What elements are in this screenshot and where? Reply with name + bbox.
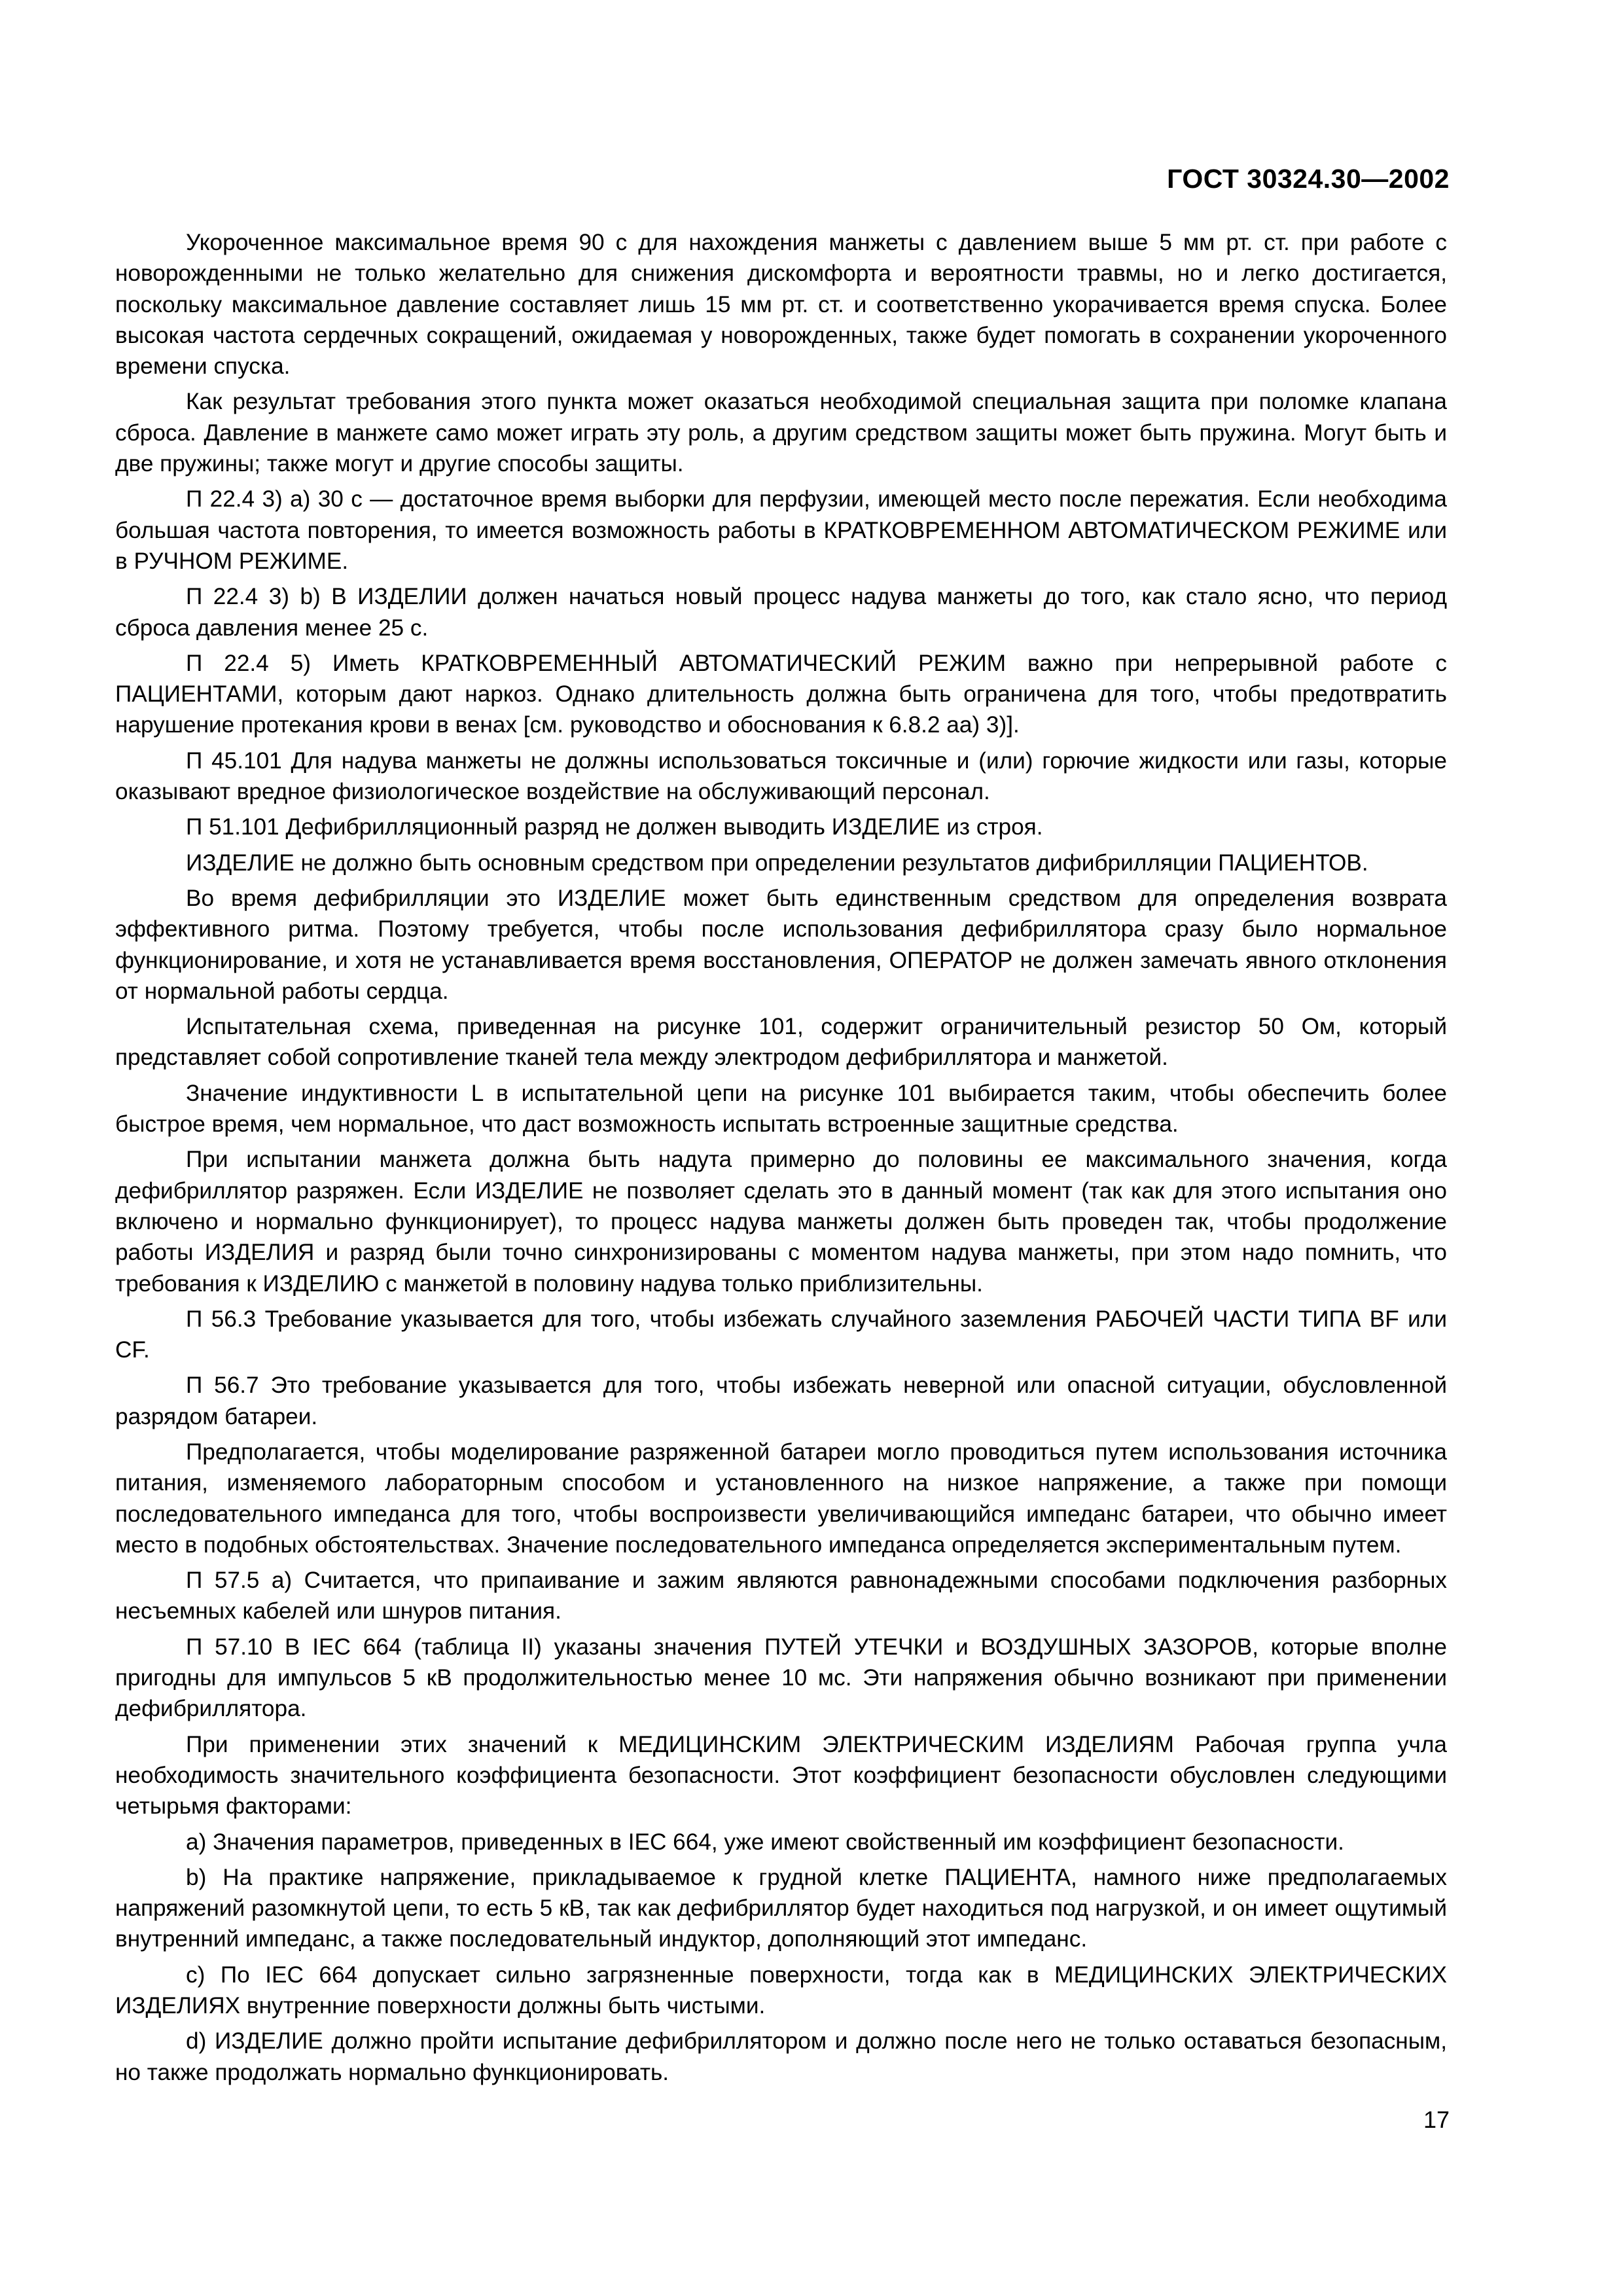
document-header: ГОСТ 30324.30—2002	[1167, 164, 1450, 194]
paragraph: Как результат требования этого пункта может оказаться необходимой специальная защита при поломке клапана сброса. Давление в манжете само может играть эту роль, а другим средством защиты может быть пружина. Могут быть и две пружины; также могут и другие способы защиты.	[115, 389, 1447, 477]
paragraph: При испытании манжета должна быть надута примерно до половины ее максимального значения, когда дефибриллятор разряжен. Если ИЗДЕЛИЕ не позволяет сделать это в данный момент (так как для этого испытания оно включено и нормально функционирует), то процесс надува манжеты должен быть проведен так, чтобы продолжение работы ИЗДЕЛИЯ и разряд были точно синхронизированы с моментом надува манжеты, при этом надо помнить, что требования к ИЗДЕЛИЮ с манжетой в половину надува только приблизительны.	[115, 1147, 1447, 1297]
document-body	[115, 227, 1447, 2088]
paragraph: П 51.101 Дефибрилляционный разряд не должен выводить ИЗДЕЛИЕ из строя.	[186, 814, 1043, 840]
paragraph: П 57.10 В IEC 664 (таблица II) указаны значения ПУТЕЙ УТЕЧКИ и ВОЗДУШНЫХ ЗАЗОРОВ, которые вполне пригодны для импульсов 5 кВ продолжительностью менее 10 мс. Эти напряжения обычно возникают при применении дефибриллятора.	[115, 1634, 1447, 1722]
paragraph: ИЗДЕЛИЕ не должно быть основным средством при определении результатов дифибрилляции ПАЦИЕНТОВ.	[186, 850, 1368, 876]
paragraph: П 45.101 Для надува манжеты не должны использоваться токсичные и (или) горючие жидкости или газы, которые оказывают вредное физиологическое воздействие на обслуживающий персонал.	[115, 747, 1447, 805]
paragraph: Укороченное максимальное время 90 с для нахождения манжеты с давлением выше 5 мм рт. ст. при работе с новорожденными не только желательно для снижения дискомфорта и вероятности травмы, но и легко достигается, поскольку максимальное давление составляет лишь 15 мм рт. ст. и соответственно укорачивается время спуска. Более высокая частота сердечных сокращений, ожидаемая у новорожденных, также будет помогать в сохранении укороченного времени спуска.	[115, 230, 1447, 380]
paragraph: П 22.4 3) а) 30 с — достаточное время выборки для перфузии, имеющей место после пережатия. Если необходима большая частота повторения, то имеется возможность работы в КРАТКОВРЕМЕННОМ АВТОМАТИЧЕСКОМ РЕЖИМЕ или в РУЧНОМ РЕЖИМЕ.	[115, 486, 1447, 574]
list-item: b) На практике напряжение, прикладываемое к грудной клетке ПАЦИЕНТА, намного ниже предполагаемых напряжений разомкнутой цепи, то есть 5 кВ, так как дефибриллятор будет находиться под нагрузкой, и он имеет ощутимый внутренний импеданс, а также последовательный индуктор, дополняющий этот импеданс.	[115, 1864, 1447, 1952]
paragraph: П 57.5 а) Считается, что припаивание и зажим являются равнонадежными способами подключения разборных несъемных кабелей или шнуров питания.	[115, 1568, 1447, 1624]
paragraph: П 56.3 Требование указывается для того, чтобы избежать случайного заземления РАБОЧЕЙ ЧАСТИ ТИПА BF или CF.	[115, 1306, 1447, 1363]
paragraph: Во время дефибрилляции это ИЗДЕЛИЕ может быть единственным средством для определения возврата эффективного ритма. Поэтому требуется, чтобы после использования дефибриллятора сразу было нормальное функционирование, и хотя не устанавливается время восстановления, ОПЕРАТОР не должен замечать явного отклонения от нормальной работы сердца.	[115, 885, 1447, 1004]
page-number: 17	[1423, 2106, 1450, 2133]
paragraph: П 22.4 3) b) В ИЗДЕЛИИ должен начаться новый процесс надува манжеты до того, как стало ясно, что период сброса давления менее 25 с.	[115, 584, 1447, 641]
paragraph: Испытательная схема, приведенная на рисунке 101, содержит ограничительный резистор 50 Ом, который представляет собой сопротивление тканей тела между электродом дефибриллятора и манжетой.	[115, 1014, 1447, 1071]
paragraph: П 56.7 Это требование указывается для того, чтобы избежать неверной или опасной ситуации, обусловленной разрядом батареи.	[115, 1372, 1447, 1429]
list-item: a) Значения параметров, приведенных в IEC 664, уже имеют свойственный им коэффициент безопасности.	[186, 1829, 1344, 1855]
paragraph: Значение индуктивности L в испытательной цепи на рисунке 101 выбирается таким, чтобы обеспечить более быстрое время, чем нормальное, что даст возможность испытать встроенные защитные средства.	[115, 1080, 1447, 1138]
paragraph: Предполагается, чтобы моделирование разряженной батареи могло проводиться путем использования источника питания, изменяемого лабораторным способом и установленного на низкое напряжение, а также при помощи последовательного импеданса для того, чтобы воспроизвести увеличивающийся импеданс батареи, что обычно имеет место в подобных обстоятельствах. Значение последовательного импеданса определяется экспериментальным путем.	[115, 1439, 1447, 1558]
paragraph: П 22.4 5) Иметь КРАТКОВРЕМЕННЫЙ АВТОМАТИЧЕСКИЙ РЕЖИМ важно при непрерывной работе с ПАЦИЕНТАМИ, которым дают наркоз. Однако длительность должна быть ограничена для того, чтобы предотвратить нарушение протекания крови в венах [см. руководство и обоснования к 6.8.2 аа) 3)].	[115, 650, 1447, 738]
list-item: c) По IEC 664 допускает сильно загрязненные поверхности, тогда как в МЕДИЦИНСКИХ ЭЛЕКТРИЧЕСКИХ ИЗДЕЛИЯХ внутренние поверхности должны быть чистыми.	[115, 1962, 1447, 2019]
paragraph: При применении этих значений к МЕДИЦИНСКИМ ЭЛЕКТРИЧЕСКИМ ИЗДЕЛИЯМ Рабочая группа учла необходимость значительного коэффициента безопасности. Этот коэффициент безопасности обусловлен следующими четырьмя факторами:	[115, 1731, 1447, 1820]
list-item: d) ИЗДЕЛИЕ должно пройти испытание дефибриллятором и должно после него не только оставаться безопасным, но также продолжать нормально функционировать.	[115, 2028, 1447, 2085]
